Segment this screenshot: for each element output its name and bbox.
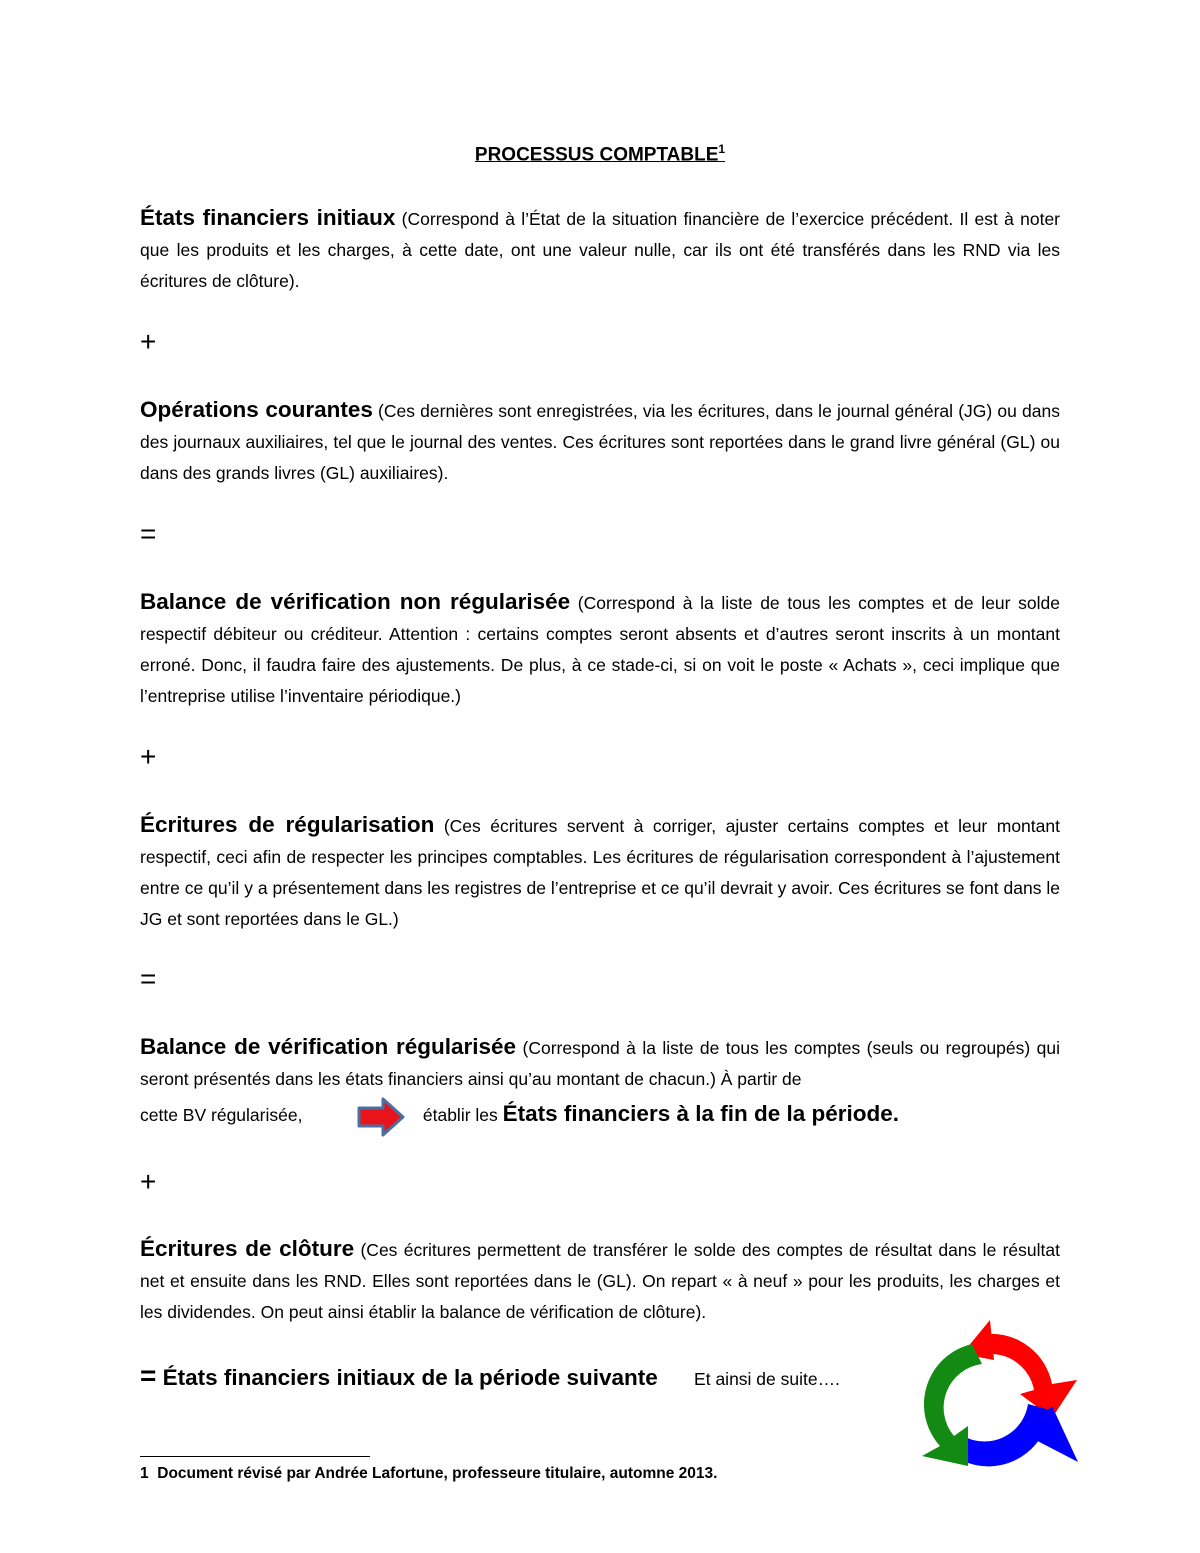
arrow-line-middle: établir les: [422, 1105, 498, 1125]
footnote-ref: 1: [718, 142, 726, 156]
section-body: (Ces dernières sont enregistrées, via les écritures, dans le journal général (JG) ou dans des journaux auxiliaires, tel que le journal des ventes. Ces écritures sont reportées dans le grand livre général (GL) ou dans des grands livres (GL) auxiliaires).: [140, 401, 1060, 483]
section-heading: Écritures de clôture: [140, 1236, 355, 1261]
footnote-text: Document révisé par Andrée Lafortune, professeure titulaire, automne 2013.: [157, 1465, 718, 1482]
section-body: (Correspond à la liste de tous les comptes et de leur solde respectif débiteur ou créditeur. Attention : certains comptes seront absents et d’autres seront inscrits à un montant erroné. Donc, il faudra faire des ajustements. De plus, à ce stade-ci, si on voit le poste « Achats », ceci implique que l’entreprise utilise l’inventaire périodique.): [140, 593, 1060, 706]
section-heading: Balance de vérification non régularisée: [140, 589, 571, 614]
arrow-line-before: cette BV régularisée,: [140, 1105, 303, 1125]
section-body: (Correspond à l’État de la situation financière de l’exercice précédent. Il est à noter que les produits et les charges, à cette date, ont une valeur nulle, car ils ont été transférés dans les RND via les écritures de clôture).: [140, 209, 1061, 291]
section-heading: Écritures de régularisation: [140, 812, 435, 837]
footnote-rule: [140, 1456, 370, 1457]
section-operations-courantes: [140, 394, 1060, 489]
plus-operator: +: [140, 326, 157, 357]
section-balance-regularisee: [140, 1031, 1060, 1095]
footnote: [140, 1462, 717, 1486]
plus-operator: +: [140, 741, 157, 772]
section-body: (Ces écritures servent à corriger, ajuster certains comptes et leur montant respectif, ceci afin de respecter les principes comptables. Les écritures de régularisation correspondent à l’ajustement entre ce qu’il y a présentement dans les registres de l’entreprise et ce qu’il devrait y avoir. Ces écritures se font dans le JG et sont reportées dans le GL.): [140, 816, 1060, 929]
red-right-arrow-icon: [356, 1097, 406, 1137]
equals-operator: =: [140, 518, 157, 549]
arrow-line-after: États financiers à la fin de la période.: [502, 1101, 900, 1126]
section-body: (Ces écritures permettent de transférer le solde des comptes de résultat dans le résultat net et ensuite dans les RND. Elles sont reportées dans le (GL). On repart « à neuf » pour les produits, les charges et les dividendes. On peut ainsi établir la balance de vérification de clôture).: [140, 1240, 1060, 1322]
section-heading: États financiers initiaux: [140, 205, 396, 230]
equals-operator: =: [140, 963, 157, 994]
section-body: (Correspond à la liste de tous les comptes (seuls ou regroupés) qui seront présentés dans les états financiers ainsi qu’au montant de chacun.) À partir de: [140, 1038, 1060, 1089]
page-title: [0, 142, 1200, 166]
equals-operator: =: [140, 1360, 157, 1391]
section-etats-initiaux: [140, 202, 1060, 297]
title-text: PROCESSUS COMPTABLE: [474, 144, 719, 166]
plus-operator: +: [140, 1166, 157, 1197]
recycle-cycle-icon: [902, 1306, 1082, 1486]
section-heading: Opérations courantes: [140, 397, 373, 422]
section-heading: Balance de vérification régularisée: [140, 1034, 517, 1059]
final-tail: Et ainsi de suite….: [694, 1369, 840, 1389]
footnote-number: 1: [140, 1465, 149, 1482]
final-line: [140, 1358, 840, 1397]
section-balance-non-regularisee: [140, 586, 1060, 712]
section-ecritures-regularisation: [140, 809, 1060, 935]
final-heading: États financiers initiaux de la période suivante: [162, 1365, 658, 1390]
arrow-line: [140, 1096, 899, 1133]
